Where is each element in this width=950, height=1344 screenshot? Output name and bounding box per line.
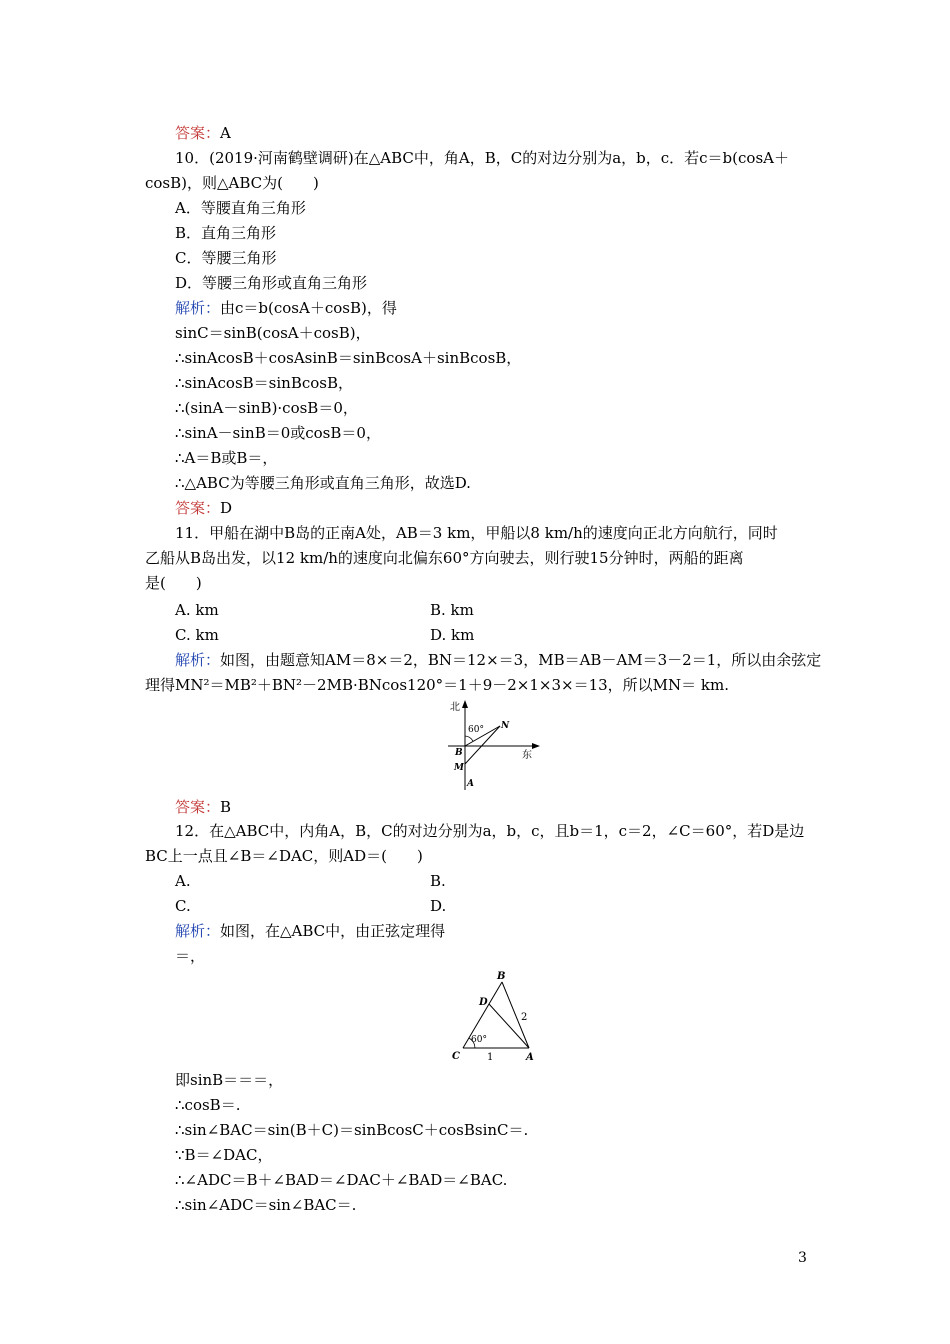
analysis-label: 解析： xyxy=(175,922,221,940)
q10-analysis-first: 解析：由c＝b(cosA＋cosB)，得 xyxy=(175,299,397,317)
answer-value: D xyxy=(220,499,233,517)
point-b-label: B xyxy=(497,971,506,982)
point-b-label: B xyxy=(455,748,463,758)
q12-analysis-line: ∵B＝∠DAC， xyxy=(175,1146,273,1164)
answer-value: B xyxy=(220,798,232,816)
north-label: 北 xyxy=(450,702,460,713)
q10-option-b: B．直角三角形 xyxy=(175,224,277,242)
q11-stem-line1: 11．甲船在湖中B岛的正南A处，AB＝3 km，甲船以8 km/h的速度向正北方向航行，同时 xyxy=(175,524,778,542)
east-label: 东 xyxy=(522,750,532,761)
page-number: 3 xyxy=(798,1250,807,1266)
q12-analysis-line: ∴sin∠ADC＝sin∠BAC＝. xyxy=(175,1196,357,1214)
answer-label: 答案： xyxy=(175,124,221,142)
side-b-label: 1 xyxy=(487,1052,494,1063)
q12-option-c: C. xyxy=(175,897,191,915)
q10-analysis-line: ∴sinAcosB＋cosAsinB＝sinBcosA＋sinBcosB， xyxy=(175,349,522,367)
q12-analysis-second: ＝， xyxy=(175,947,206,965)
q12-figure xyxy=(445,968,545,1064)
q10-analysis-line: ∴A＝B或B＝， xyxy=(175,449,278,467)
answer-label: 答案： xyxy=(175,499,221,517)
side-c-label: 2 xyxy=(521,1012,528,1023)
q12-stem-line1: 12．在△ABC中，内角A，B，C的对边分别为a，b，c，且b＝1，c＝2，∠C＝60°，若D是边 xyxy=(175,822,805,840)
q10-analysis-line: sinC＝sinB(cosA＋cosB)， xyxy=(175,324,371,342)
q12-analysis-line: ∴∠ADC＝B＋∠BAD＝∠DAC＋∠BAD＝∠BAC. xyxy=(175,1171,508,1189)
point-n-label: N xyxy=(501,721,510,731)
point-m-label: M xyxy=(454,763,464,773)
q11-analysis-first: 解析：如图，由题意知AM＝8×＝2，BN＝12×＝3，MB＝AB－AM＝3－2＝1，所以由余弦定 xyxy=(175,651,822,669)
analysis-label: 解析： xyxy=(175,299,221,317)
q10-option-a: A．等腰直角三角形 xyxy=(175,199,306,217)
q11-stem-line3: 是( ) xyxy=(145,574,202,592)
q11-figure xyxy=(440,700,550,792)
point-d-label: D xyxy=(479,997,488,1008)
answer-value: A xyxy=(220,124,231,142)
angle-label: 60° xyxy=(471,1035,487,1045)
q12-option-a: A. xyxy=(175,872,191,890)
q11-option-b: B. km xyxy=(430,601,474,619)
q10-analysis-line: ∴sinA－sinB＝0或cosB＝0， xyxy=(175,424,381,442)
q12-analysis-line: 即sinB＝＝＝， xyxy=(175,1071,284,1089)
q12-option-b: B. xyxy=(430,872,446,890)
q10-answer xyxy=(175,498,232,518)
q10-option-c: C．等腰三角形 xyxy=(175,249,277,267)
q10-stem-line2: cosB)，则△ABC为( ) xyxy=(145,174,319,192)
q12-stem-line2: BC上一点且∠B＝∠DAC，则AD＝( ) xyxy=(145,847,423,865)
q12-option-d: D. xyxy=(430,897,447,915)
angle-label: 60° xyxy=(468,725,484,735)
q11-option-d: D. km xyxy=(430,626,475,644)
q11-answer xyxy=(175,797,231,817)
q10-stem-line1: 10．(2019·河南鹤壁调研)在△ABC中，角A，B，C的对边分别为a，b，c．若c＝b(cosA＋ xyxy=(175,149,789,167)
q10-option-d: D．等腰三角形或直角三角形 xyxy=(175,274,368,292)
q10-analysis-line: ∴(sinA－sinB)·cosB＝0， xyxy=(175,399,358,417)
q10-analysis-line: ∴sinAcosB＝sinBcosB， xyxy=(175,374,354,392)
analysis-label: 解析： xyxy=(175,651,221,669)
q12-analysis-line: ∴cosB＝. xyxy=(175,1096,241,1114)
point-a-label: A xyxy=(526,1052,534,1063)
point-c-label: C xyxy=(452,1051,460,1062)
q11-option-a: A. km xyxy=(175,601,219,619)
q9-answer xyxy=(175,123,231,143)
q11-option-c: C. km xyxy=(175,626,219,644)
q10-analysis-line: ∴△ABC为等腰三角形或直角三角形，故选D. xyxy=(175,474,471,492)
q12-analysis-first: 解析：如图，在△ABC中，由正弦定理得 xyxy=(175,922,446,940)
point-a-label: A xyxy=(467,779,474,789)
answer-label: 答案： xyxy=(175,798,221,816)
q11-stem-line2: 乙船从B岛出发，以12 km/h的速度向北偏东60°方向驶去，则行驶15分钟时，两船的距离 xyxy=(145,549,744,567)
q12-analysis-line: ∴sin∠BAC＝sin(B＋C)＝sinBcosC＋cosBsinC＝. xyxy=(175,1121,529,1139)
q11-analysis-second: 理得MN²＝MB²＋BN²－2MB·BNcos120°＝1＋9－2×1×3×＝13，所以MN＝ km. xyxy=(145,676,729,694)
